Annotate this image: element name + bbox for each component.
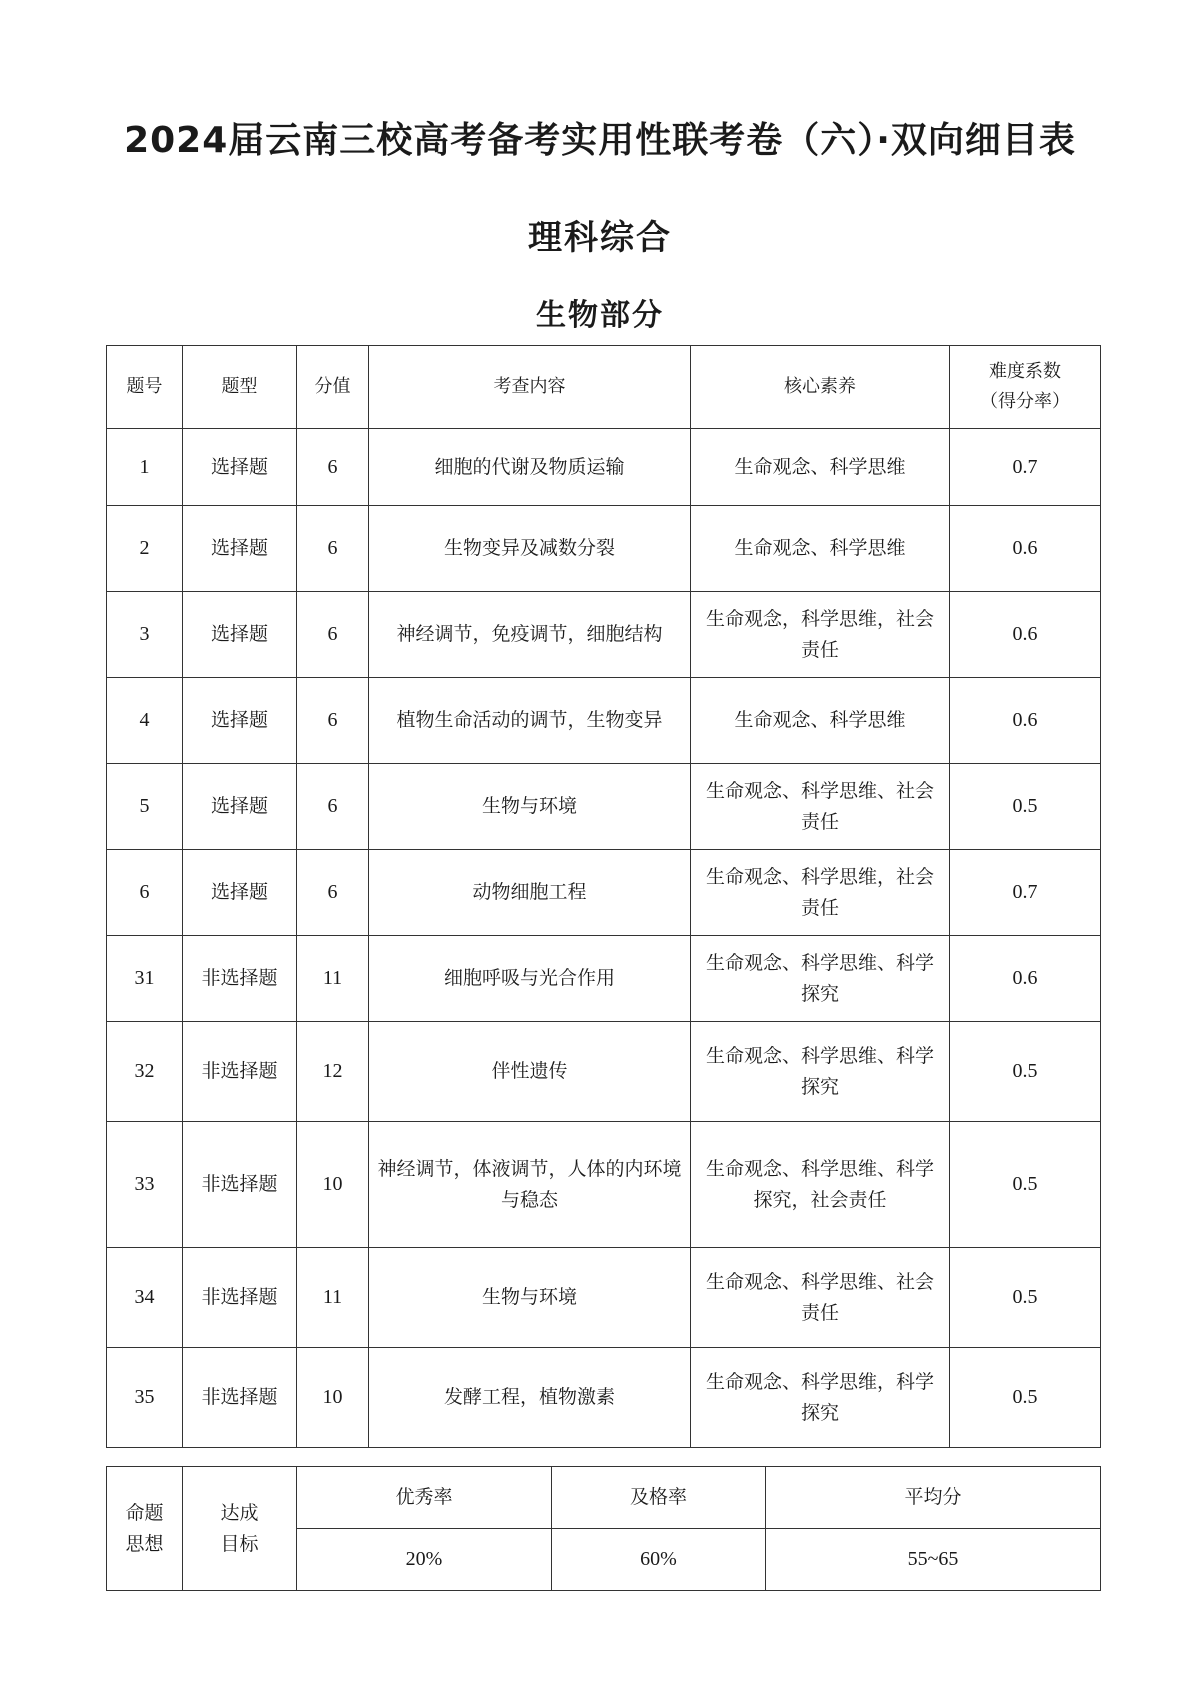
table-row xyxy=(107,678,1101,764)
cell-difficulty: 0.7 xyxy=(950,429,1101,506)
goal-label-line1: 达成 xyxy=(220,1501,259,1524)
section-heading: 生物部分 xyxy=(536,298,664,333)
table-row xyxy=(107,764,1101,850)
document-title: 2024届云南三校高考备考实用性联考卷（六）·双向细目表 xyxy=(124,120,1076,161)
cell-type: 非选择题 xyxy=(183,936,297,1022)
header-no: 题号 xyxy=(107,346,183,429)
cell-no: 3 xyxy=(107,592,183,678)
cell-content: 伴性遗传 xyxy=(369,1022,691,1122)
cell-content: 动物细胞工程 xyxy=(369,850,691,936)
cell-content: 细胞呼吸与光合作用 xyxy=(369,936,691,1022)
cell-type: 选择题 xyxy=(183,764,297,850)
proposition-label xyxy=(107,1467,183,1591)
cell-type: 选择题 xyxy=(183,850,297,936)
cell-difficulty: 0.5 xyxy=(950,1348,1101,1448)
header-score: 分值 xyxy=(297,346,369,429)
cell-no: 34 xyxy=(107,1248,183,1348)
cell-type: 选择题 xyxy=(183,592,297,678)
spec-table xyxy=(106,345,1101,1448)
excellent-rate-value: 20% xyxy=(297,1529,552,1591)
pass-rate-value: 60% xyxy=(552,1529,766,1591)
cell-content: 生物与环境 xyxy=(369,1248,691,1348)
header-content: 考查内容 xyxy=(369,346,691,429)
cell-score: 11 xyxy=(297,1248,369,1348)
cell-no: 5 xyxy=(107,764,183,850)
cell-content: 生物变异及减数分裂 xyxy=(369,506,691,592)
header-type: 题型 xyxy=(183,346,297,429)
cell-literacy: 生命观念、科学思维、社会责任 xyxy=(691,1248,950,1348)
table-header-row xyxy=(107,346,1101,429)
average-score-value: 55~65 xyxy=(766,1529,1101,1591)
document-subtitle: 理科综合 xyxy=(528,218,672,258)
cell-content: 神经调节，体液调节，人体的内环境与稳态 xyxy=(369,1122,691,1248)
cell-score: 11 xyxy=(297,936,369,1022)
cell-content: 细胞的代谢及物质运输 xyxy=(369,429,691,506)
proposition-label-line2: 思想 xyxy=(125,1532,164,1555)
cell-score: 6 xyxy=(297,429,369,506)
table-row xyxy=(107,850,1101,936)
cell-literacy: 生命观念、科学思维、科学探究 xyxy=(691,936,950,1022)
cell-no: 31 xyxy=(107,936,183,1022)
cell-difficulty: 0.6 xyxy=(950,506,1101,592)
cell-type: 非选择题 xyxy=(183,1122,297,1248)
cell-literacy: 生命观念、科学思维，科学探究 xyxy=(691,1348,950,1448)
cell-content: 植物生命活动的调节，生物变异 xyxy=(369,678,691,764)
cell-no: 2 xyxy=(107,506,183,592)
cell-no: 33 xyxy=(107,1122,183,1248)
cell-difficulty: 0.6 xyxy=(950,936,1101,1022)
header-literacy: 核心素养 xyxy=(691,346,950,429)
cell-score: 6 xyxy=(297,678,369,764)
cell-literacy: 生命观念、科学思维、科学探究，社会责任 xyxy=(691,1122,950,1248)
cell-content: 神经调节，免疫调节，细胞结构 xyxy=(369,592,691,678)
cell-no: 1 xyxy=(107,429,183,506)
excellent-rate-label: 优秀率 xyxy=(297,1467,552,1529)
cell-difficulty: 0.6 xyxy=(950,678,1101,764)
header-difficulty-line2: （得分率） xyxy=(980,391,1070,412)
goal-label xyxy=(183,1467,297,1591)
table-row xyxy=(107,429,1101,506)
table-row xyxy=(107,1122,1101,1248)
cell-difficulty: 0.5 xyxy=(950,764,1101,850)
cell-literacy: 生命观念、科学思维、社会责任 xyxy=(691,764,950,850)
cell-literacy: 生命观念，科学思维，社会责任 xyxy=(691,592,950,678)
cell-score: 10 xyxy=(297,1348,369,1448)
table-row xyxy=(107,592,1101,678)
goal-table xyxy=(106,1466,1101,1591)
cell-literacy: 生命观念、科学思维 xyxy=(691,678,950,764)
goal-label-line2: 目标 xyxy=(220,1532,259,1555)
table-row xyxy=(107,1248,1101,1348)
cell-score: 6 xyxy=(297,506,369,592)
proposition-label-line1: 命题 xyxy=(125,1501,164,1524)
cell-score: 6 xyxy=(297,850,369,936)
pass-rate-label: 及格率 xyxy=(552,1467,766,1529)
header-difficulty xyxy=(950,346,1101,429)
cell-no: 6 xyxy=(107,850,183,936)
cell-type: 非选择题 xyxy=(183,1248,297,1348)
cell-type: 选择题 xyxy=(183,678,297,764)
cell-content: 生物与环境 xyxy=(369,764,691,850)
table-row xyxy=(107,1022,1101,1122)
cell-content: 发酵工程，植物激素 xyxy=(369,1348,691,1448)
table-row xyxy=(107,1348,1101,1448)
cell-difficulty: 0.5 xyxy=(950,1122,1101,1248)
cell-no: 32 xyxy=(107,1022,183,1122)
cell-type: 选择题 xyxy=(183,429,297,506)
average-score-label: 平均分 xyxy=(766,1467,1101,1529)
cell-difficulty: 0.5 xyxy=(950,1248,1101,1348)
cell-literacy: 生命观念、科学思维，社会责任 xyxy=(691,850,950,936)
cell-literacy: 生命观念、科学思维、科学探究 xyxy=(691,1022,950,1122)
cell-score: 10 xyxy=(297,1122,369,1248)
cell-difficulty: 0.7 xyxy=(950,850,1101,936)
cell-no: 4 xyxy=(107,678,183,764)
cell-difficulty: 0.5 xyxy=(950,1022,1101,1122)
cell-literacy: 生命观念、科学思维 xyxy=(691,429,950,506)
cell-score: 6 xyxy=(297,592,369,678)
cell-literacy: 生命观念、科学思维 xyxy=(691,506,950,592)
cell-no: 35 xyxy=(107,1348,183,1448)
cell-score: 6 xyxy=(297,764,369,850)
cell-score: 12 xyxy=(297,1022,369,1122)
header-difficulty-line1: 难度系数 xyxy=(989,361,1061,382)
table-row xyxy=(107,936,1101,1022)
cell-type: 非选择题 xyxy=(183,1348,297,1448)
cell-type: 选择题 xyxy=(183,506,297,592)
cell-difficulty: 0.6 xyxy=(950,592,1101,678)
table-row xyxy=(107,506,1101,592)
cell-type: 非选择题 xyxy=(183,1022,297,1122)
